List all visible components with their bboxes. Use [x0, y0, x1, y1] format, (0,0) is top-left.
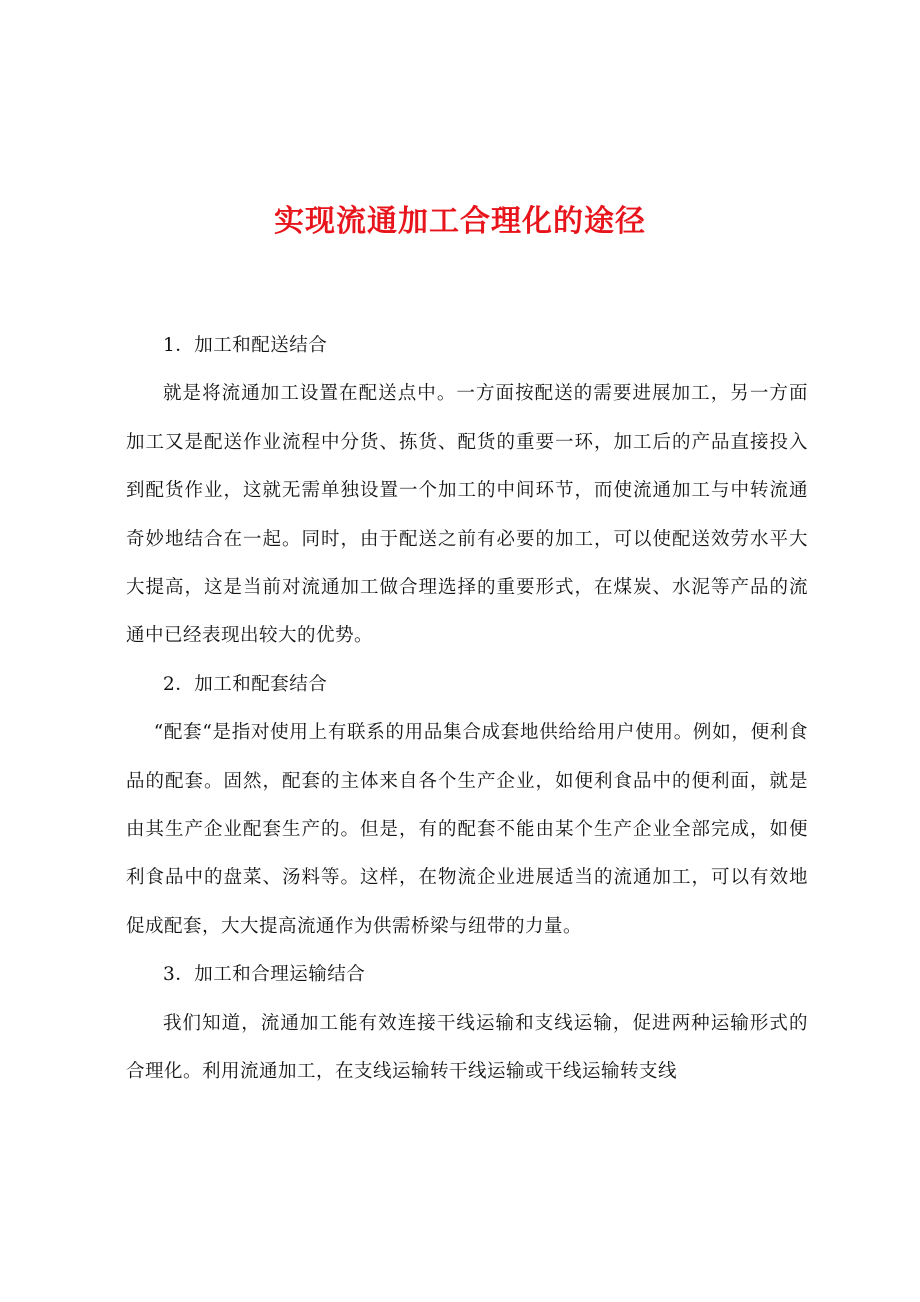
section-heading: 2．加工和配套结合 [163, 673, 328, 695]
section-paragraph: “配套“是指对使用上有联系的用品集合成套地供给给用户使用。例如，便利食品的配套。固然，配套的主体来自各个生产企业，如便利食品中的便利面，就是由其生产企业配套生产的。但是，有的配套不能由某个生产企业全部完成，如便利食品中的盘菜、汤料等。这样，在物流企业进展适当的流通加工，可以有效地促成配套，大大提高流通作为供需桥梁与纽带的力量。 [126, 722, 808, 937]
section-paragraph: 就是将流通加工设置在配送点中。一方面按配送的需要进展加工，另一方面加工又是配送作业流程中分货、拣货、配货的重要一环，加工后的产品直接投入到配货作业，这就无需单独设置一个加工的中间环节，而使流通加工与中转流通奇妙地结合在一起。同时，由于配送之前有必要的加工，可以使配送效劳水平大大提高，这是当前对流通加工做合理选择的重要形式，在煤炭、水泥等产品的流通中已经表现出较大的优势。 [126, 383, 808, 647]
section-heading: 1．加工和配送结合 [163, 335, 328, 356]
section-3 [126, 951, 808, 1096]
section-heading: 3．加工和合理运输结合 [163, 964, 366, 986]
section-1 [126, 322, 808, 661]
document-body [126, 322, 808, 1097]
document-title: 实现流通加工合理化的途径 [274, 204, 646, 239]
section-2 [126, 661, 808, 951]
section-paragraph: 我们知道，流通加工能有效连接干线运输和支线运输，促进两种运输形式的合理化。利用流通加工，在支线运输转干线运输或干线运输转支线 [126, 1012, 808, 1083]
